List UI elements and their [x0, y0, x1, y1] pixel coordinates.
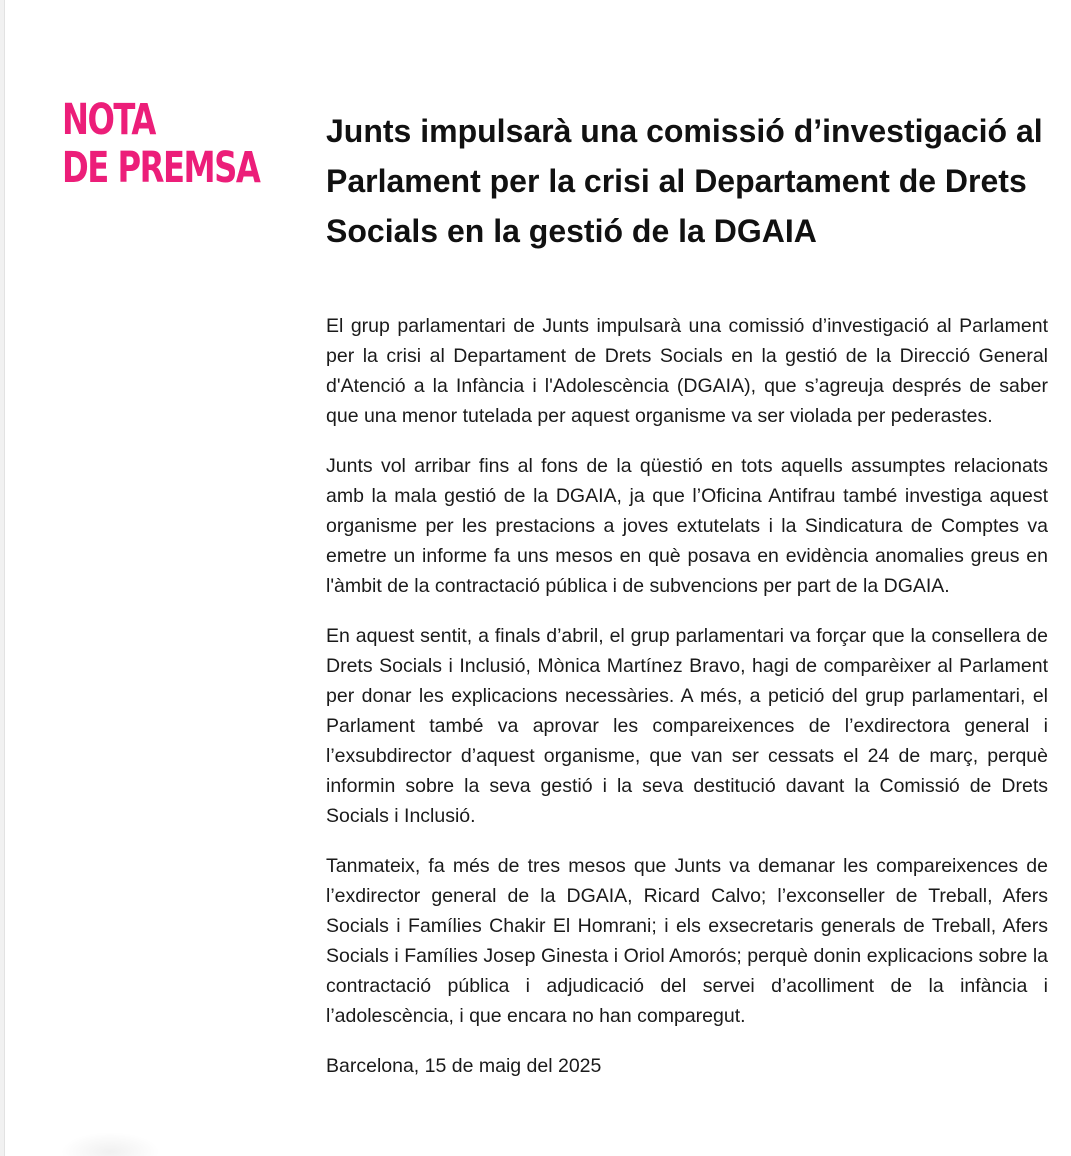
paragraph-2: Junts vol arribar fins al fons de la qüestió en tots aquells assumptes relacionats amb la mala gestió de la DGAIA, ja que l’Oficina Antifrau també investiga aquest organisme per les prestacions a joves extutelats i la Sindicatura de Comptes va emetre un informe fa uns mesos en què posava en evidència anomalies greus en l'àmbit de la contractació pública i de subvencions per part de la DGAIA. — [326, 455, 1048, 597]
dateline: Barcelona, 15 de maig del 2025 — [326, 1055, 602, 1077]
paragraph-4: Tanmateix, fa més de tres mesos que Junts va demanar les compareixences de l’exdirector general de la DGAIA, Ricard Calvo; l’exconseller de Treball, Afers Socials i Famílies Chakir El Homrani; i els exsecretaris generals de Treball, Afers Socials i Famílies Josep Ginesta i Oriol Amorós; perquè donin explicacions sobre la contractació pública i adjudicació del servei d’acolliment de la infància i l’adolescència, i que encara no han comparegut. — [326, 855, 1048, 1027]
page-corner-shadow — [60, 1132, 160, 1156]
page-edge-divider — [0, 0, 5, 1156]
paragraph-1: El grup parlamentari de Junts impulsarà una comissió d’investigació al Parlament per la crisi al Departament de Drets Socials en la gestió de la Direcció General d'Atenció a la Infància i l'Adolescència (DGAIA), que s’agreuja després de saber que una menor tutelada per aquest organisme va ser violada per pederastes. — [326, 315, 1048, 427]
headline: Junts impulsarà una comissió d’investigació al Parlament per la crisi al Departament de Drets Socials en la gestió de la DGAIA — [326, 113, 1043, 249]
article-body — [326, 311, 1048, 1101]
press-note-label — [62, 96, 259, 192]
press-note-label-line2: DE PREMSA — [62, 143, 260, 193]
paragraph-3: En aquest sentit, a finals d’abril, el grup parlamentari va forçar que la consellera de Drets Socials i Inclusió, Mònica Martínez Bravo, hagi de comparèixer al Parlament per donar les explicacions necessàries. A més, a petició del grup parlamentari, el Parlament també va aprovar les compareixences de l’exdirectora general i l’exsubdirector d’aquest organisme, que van ser cessats el 24 de març, perquè informin sobre la seva gestió i la seva destitució davant la Comissió de Drets Socials i Inclusió. — [326, 625, 1048, 827]
press-note-label-line1: NOTA — [62, 95, 155, 145]
